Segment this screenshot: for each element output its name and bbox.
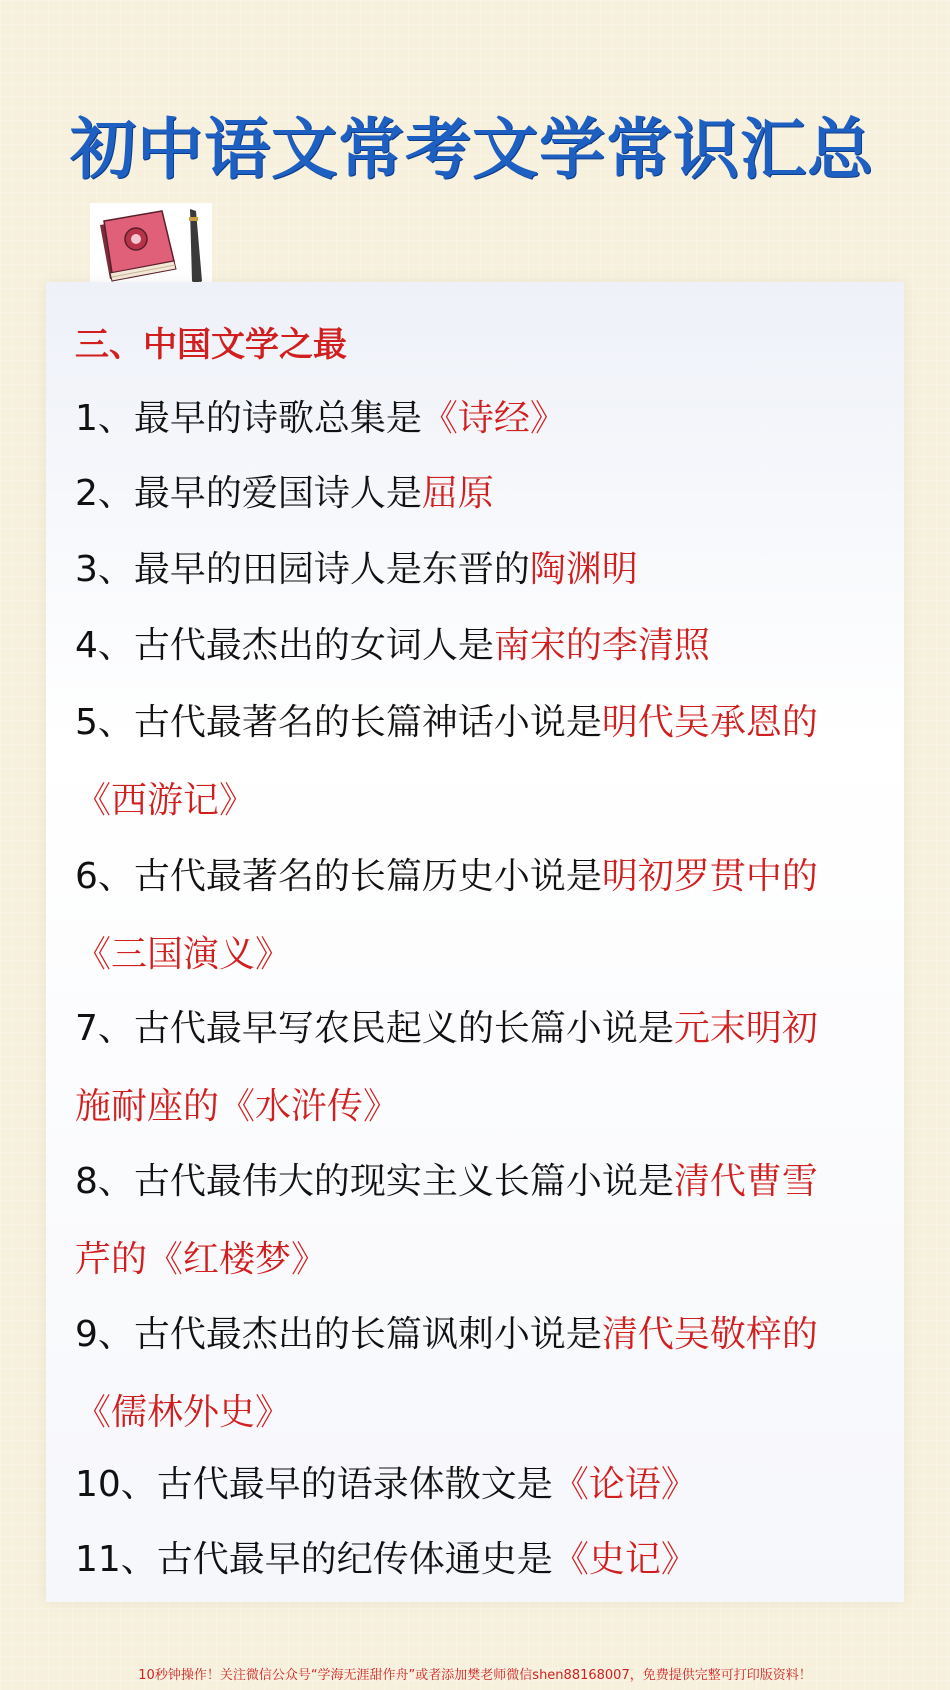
item-highlight: 《诗经》 bbox=[421, 398, 566, 439]
item-highlight: 明初罗贯中的 bbox=[601, 856, 818, 897]
item-text: 5、古代最著名的长篇神话小说是 bbox=[75, 702, 602, 743]
item-text: 11、古代最早的纪传体通史是 bbox=[75, 1539, 553, 1580]
item-highlight: 清代曹雪 bbox=[673, 1161, 818, 1202]
item-text: 3、最早的田园诗人是东晋的 bbox=[75, 549, 530, 590]
footer-note: 10秒钟操作！关注微信公众号“学海无涯甜作舟”或者添加樊老师微信shen88168007，免费提供完整可打印版资料！ bbox=[138, 1668, 812, 1683]
item-text: 7、古代最早写农民起义的长篇小说是 bbox=[75, 1008, 674, 1049]
item-text: 8、古代最伟大的现实主义长篇小说是 bbox=[75, 1161, 674, 1202]
item-text: 4、古代最杰出的女词人是 bbox=[75, 625, 494, 666]
list-item bbox=[75, 1446, 865, 1524]
list-item bbox=[75, 1521, 865, 1599]
item-text: 6、古代最著名的长篇历史小说是 bbox=[75, 856, 602, 897]
item-highlight: 清代吴敬梓的 bbox=[601, 1314, 818, 1355]
item-highlight: 陶渊明 bbox=[529, 549, 638, 590]
item-text: 10、古代最早的语录体散文是 bbox=[75, 1464, 553, 1505]
list-item bbox=[75, 380, 865, 458]
item-highlight: 南宋的李清照 bbox=[493, 625, 710, 666]
item-highlight-continued: 《三国演义》 bbox=[75, 934, 292, 975]
list-item bbox=[75, 531, 865, 609]
list-item bbox=[75, 838, 865, 994]
item-text: 2、最早的爱国诗人是 bbox=[75, 473, 422, 514]
list-item bbox=[75, 1296, 865, 1452]
item-text: 9、古代最杰出的长篇讽刺小说是 bbox=[75, 1314, 602, 1355]
item-highlight-continued: 芹的《红楼梦》 bbox=[75, 1239, 328, 1280]
list-item bbox=[75, 990, 865, 1146]
item-text: 1、最早的诗歌总集是 bbox=[75, 398, 422, 439]
item-highlight: 明代吴承恩的 bbox=[601, 702, 818, 743]
section-heading: 三、中国文学之最 bbox=[75, 325, 347, 365]
item-highlight: 《史记》 bbox=[552, 1539, 697, 1580]
item-highlight: 屈原 bbox=[421, 473, 494, 514]
list-item bbox=[75, 1143, 865, 1299]
page-title: 初中语文常考文学常识汇总 bbox=[70, 111, 874, 188]
item-highlight-continued: 施耐座的《水浒传》 bbox=[75, 1086, 400, 1127]
item-highlight-continued: 《西游记》 bbox=[75, 780, 256, 821]
list-item bbox=[75, 455, 865, 533]
item-highlight: 元末明初 bbox=[673, 1008, 818, 1049]
list-item bbox=[75, 684, 865, 840]
item-highlight: 《论语》 bbox=[552, 1464, 697, 1505]
item-highlight-continued: 《儒林外史》 bbox=[75, 1392, 292, 1433]
list-item bbox=[75, 607, 865, 685]
